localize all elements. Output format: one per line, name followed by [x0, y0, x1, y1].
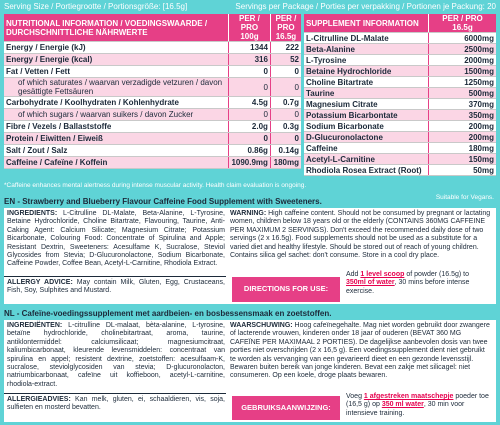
table-row: Protein / Eiwitten / Eiweiß 0 0	[6, 134, 299, 143]
table-row: Caffeine / Cafeïne / Koffein 1090.9mg 180mg	[6, 158, 299, 167]
vegan-note: Suitable for Vegans.	[435, 194, 494, 201]
table-row: of which sugars / waarvan suikers / davon Zucker 0 0	[4, 109, 301, 121]
table-row: D-Glucuronolactone 200mg	[306, 132, 494, 142]
en-directions: Add 1 level scoop of powder (16.5g) to 350ml of water, 30 mins before intense exercise.	[346, 271, 470, 295]
table-row: of which saturates / waarvan verzadigde vetzuren / davon gesättigte Fettsäuren 0 0	[4, 78, 301, 97]
servings-per-package: Servings per Package / Porties per verpakking / Portionen je Packung: 20	[235, 2, 496, 11]
table-row: Choline Bitartrate 1250mg	[306, 77, 494, 87]
table-row: Magnesium Citrate 370mg	[306, 99, 494, 109]
table-row: Taurine 500mg	[306, 88, 494, 98]
table-row: Rhodiola Rosea Extract (Root) 50mg	[306, 165, 494, 175]
nl-allergy: ALLERGIEADVIES: Kan melk, gluten, ei, schaaldieren, vis, soja, sulfieten en mosterd bevatten.	[7, 396, 225, 412]
nutrition-header-100g: PER / PRO 100g	[229, 14, 271, 42]
table-row: Energy / Energie (kJ) 1344 222	[6, 43, 299, 52]
nl-directions: Voeg 1 afgestreken maatschepje poeder toe (16,5 g) op 350 ml water, 30 min voor intensieve training.	[346, 393, 489, 417]
table-row: Fat / Vetten / Fett 0 0	[6, 67, 299, 76]
nutrition-header-serving: PER / PRO 16.5g	[270, 14, 301, 42]
table-row: Beta-Alanine 2500mg	[306, 44, 494, 54]
caffeine-note: *Caffeine enhances mental alertness during intense muscular activity. Health claim evaluation is ongoing.	[4, 182, 307, 189]
table-row: Fibre / Vezels / Ballaststoffe 2.0g 0.3g	[6, 122, 299, 131]
supplement-header-serving: PER / PRO 16.5g	[429, 14, 497, 33]
nl-warning: WAARSCHUWING: Hoog cafeïnegehalte. Mag niet worden gebruikt door zwangere of lacterende vrouwen, kinderen onder 18 jaar of ouderen (BEVAT 360 MG CAFEÏNE PER MAXIMAAL 2 PORTIES). De dagelijkse aanbevolen dosis van twee porties niet overschrijden (2 x 16,5 g). Een voedingssupplement dient niet gebruikt te worden als vervanging van een gevarieerd dieet en een gezonde levensstijl. Bewaren buiten bereik van jonge kinderen. Bevat een zakje met silicagel: niet consumeren. Op een koele, droge plaats bewaren.	[230, 322, 490, 380]
table-row: Carbohydrate / Koolhydraten / Kohlenhydrate 4.5g 0.7g	[6, 98, 299, 107]
nl-directions-label: GEBRUIKSAANWIJZING:	[232, 396, 340, 420]
table-row: L-Tyrosine 2000mg	[306, 55, 494, 65]
en-title: EN - Strawberry and Blueberry Flavour Caffeine Food Supplement with Sweeteners.	[4, 197, 322, 206]
nl-title: NL - Cafeïne-voedingssupplement met aardbeien- en bosbessensmaak en zoetstoffen.	[4, 309, 332, 318]
en-allergy: ALLERGY ADVICE: May contain Milk, Gluten, Egg, Crustaceans, Fish, Soy, Sulphites and Mustard.	[7, 279, 225, 295]
en-directions-label: DIRECTIONS FOR USE:	[232, 277, 340, 302]
serving-size: Serving Size / Portiegrootte / Portionsgröße: [16.5g]	[4, 2, 188, 11]
nutrition-header-label: NUTRITIONAL INFORMATION / VOEDINGSWAARDE / DURCHSCHNITTLICHE NÄHRWERTE	[4, 14, 229, 42]
table-row: Potassium Bicarbontate 350mg	[306, 110, 494, 120]
en-section	[4, 208, 496, 304]
nl-ingredients: INGREDIËNTEN: L-citrulline DL-malaat, bèta-alanine, L-tyrosine, betaïne hydrochloride, cholinebitartraat, aroma, taurine, antiklontermiddel: calciumsilicaat; magnesiumcitraat, kaliumbicarbonaat, kleurende levensmiddelen: concentraat van spirulina en appel; resistent dextrine, zoetstoffen: acesulfaam-K, sucralose, steviolglycosiden van stevia; D-glucuronolacton, natriumbicarbonaat, cafeïne uit koffieboon, acetyl-L-carnitine, rhodiola-extract.	[7, 322, 225, 388]
table-row: Caffeine 180mg	[306, 143, 494, 153]
nutrition-table	[4, 14, 301, 169]
table-row: Betaine Hydrochloride 1500mg	[306, 66, 494, 76]
table-row: Sodium Bicarbonate 200mg	[306, 121, 494, 131]
serving-info	[4, 2, 496, 13]
divider	[4, 276, 226, 277]
supplement-header-label: SUPPLEMENT INFORMATION	[304, 14, 429, 33]
table-row: L-Citrulline DL-Malate 6000mg	[306, 33, 494, 43]
nl-section	[4, 320, 496, 422]
supplement-table	[304, 14, 496, 176]
divider	[4, 393, 226, 394]
en-ingredients: INGREDIENTS: L-Citrulline DL-Malate, Beta-Alanine, L-Tyrosine, Betaine Hydrochloride, Choline Bitartrate, Flavouring, Taurine, Anti-Caking Agent: Calcium Silicate; Magnesium Citrate; Potassium Bicarbonate, Colouring Food: Concentrate of Spirulina and Apple; Resistant Dextrin, Sweeteners: Acesulfame K, Sucralose, Steviol Glycosides from Stevia; D-Glucuronolactone, Sodium Bicarbonate, Caffeine Powder, Coffee Bean, Acetyl-L-Carnitine, Rhodiola Extract.	[7, 210, 225, 268]
table-row: Acetyl-L-Carnitine 150mg	[306, 154, 494, 164]
table-row: Salt / Zout / Salz 0.86g 0.14g	[6, 146, 299, 155]
table-row: Energy / Energie (kcal) 316 52	[6, 55, 299, 64]
en-warning: WARNING: High caffeine content. Should not be consumed by pregnant or lactating women, children below 18 years old or the elderly (CONTAINS 360MG CAFFEINE PER MAXIMUM 2 SERVINGS). Don't exceed the recommended daily dose of two servings (2 x 16.5g). Food supplements should not be used as a substitute for a varied diet and healthy lifestyle. Should be stored out of reach of young children. Contains silica gel sachet: don't consume. Store in a cool dry place.	[230, 210, 491, 260]
